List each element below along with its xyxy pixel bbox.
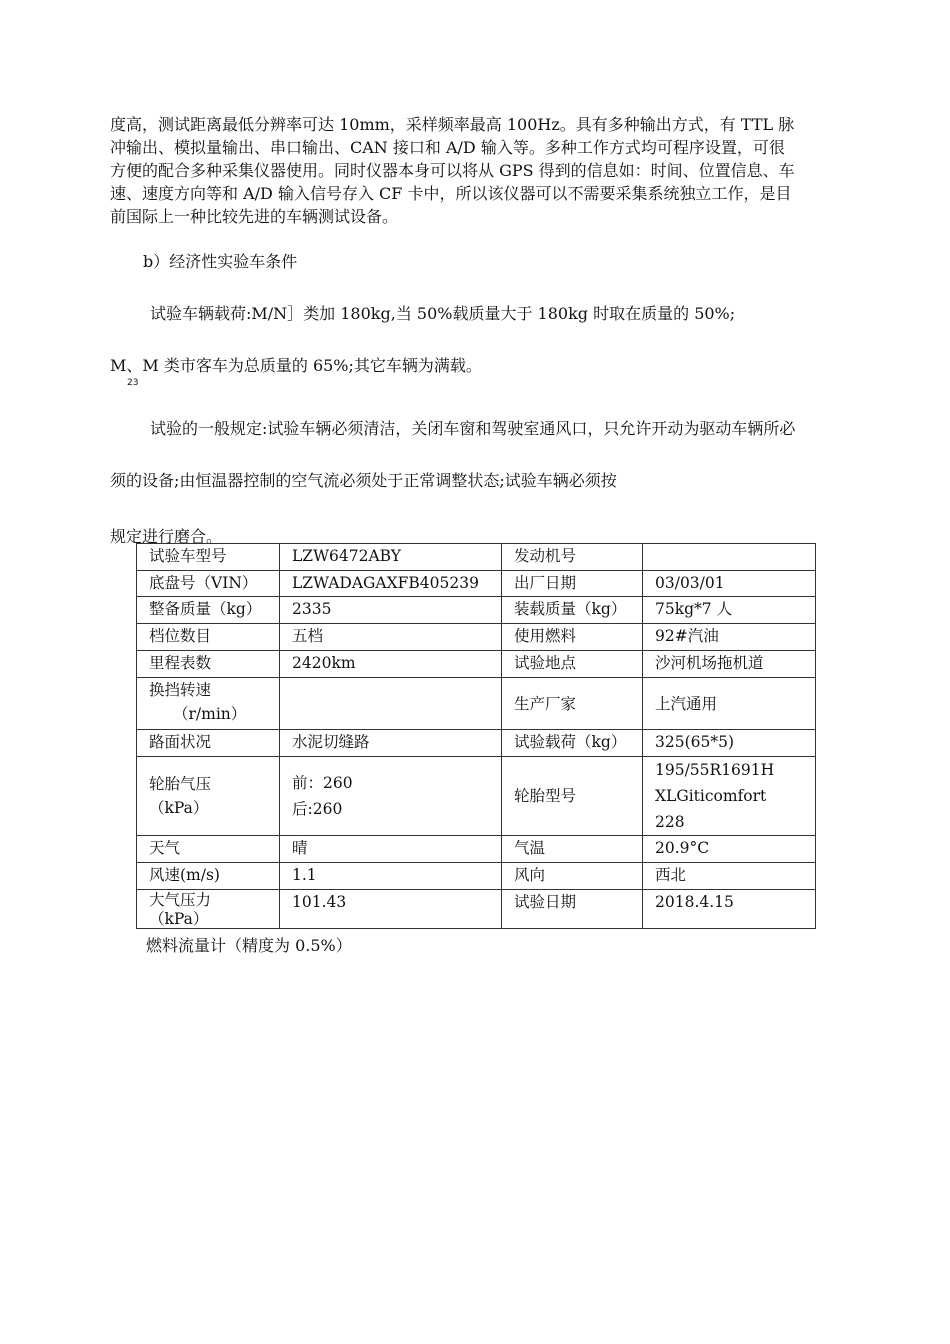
rules-line: 规定进行磨合。: [110, 527, 223, 546]
paragraph-line: 方便的配合多种采集仪器使用。同时仪器本身可以将从 GPS 得到的信息如：时间、位置信息、车: [110, 161, 795, 180]
table-cell: 天气: [137, 836, 280, 863]
table-cell: 2018.4.15: [643, 890, 816, 929]
footnote-number: 23: [127, 378, 139, 388]
table-cell: 03/03/01: [643, 571, 816, 597]
table-cell: [280, 757, 502, 836]
table-row: [137, 757, 816, 836]
cell-text: （kPa）: [149, 799, 209, 817]
table-cell: 92#汽油: [643, 624, 816, 651]
table-cell: 试验地点: [502, 651, 643, 678]
table-cell: 路面状况: [137, 730, 280, 757]
table-cell: 轮胎型号: [502, 757, 643, 836]
section-heading-b: b）经济性实验车条件: [143, 252, 298, 271]
table-cell: 整备质量（kg）: [137, 597, 280, 624]
paragraph-line: 度高，测试距离最低分辨率可达 10mm，采样频率最高 100Hz。具有多种输出方式，有 TTL 脉: [110, 115, 795, 134]
table-cell: 使用燃料: [502, 624, 643, 651]
cell-text: 后:260: [292, 800, 343, 818]
table-cell: 上汽通用: [643, 678, 816, 730]
table-cell: 里程表数: [137, 651, 280, 678]
table-row: [137, 836, 816, 863]
table-row: [137, 890, 816, 929]
table-cell: 1.1: [280, 863, 502, 890]
table-cell: 沙河机场拖机道: [643, 651, 816, 678]
table-cell: 试验载荷（kg）: [502, 730, 643, 757]
paragraph-line: 冲输出、模拟量输出、串口输出、CAN 接口和 A/D 输入等。多种工作方式均可程序设置，可很: [110, 138, 785, 157]
table-cell: 水泥切缝路: [280, 730, 502, 757]
table-cell: 气温: [502, 836, 643, 863]
table-cell: 2335: [280, 597, 502, 624]
table-row: [137, 544, 816, 571]
table-row: [137, 678, 816, 730]
table-row: [137, 651, 816, 678]
table-cell: 出厂日期: [502, 571, 643, 597]
cell-text: 换挡转速: [149, 681, 212, 699]
table-cell: 五档: [280, 624, 502, 651]
table-cell: 325(65*5): [643, 730, 816, 757]
paragraph-line: 速、速度方向等和 A/D 输入信号存入 CF 卡中，所以该仪器可以不需要采集系统独立工作，是目: [110, 184, 792, 203]
cell-text: 195/55R1691H: [655, 761, 775, 779]
table-cell: [137, 678, 280, 730]
table-row: [137, 571, 816, 597]
table-cell: [137, 890, 280, 929]
load-condition-line: M、M 类市客车为总质量的 65%;其它车辆为满载。: [110, 356, 482, 375]
cell-text: （kPa）: [149, 910, 209, 928]
cell-text: XLGiticomfort: [655, 787, 767, 805]
rules-line: 试验的一般规定:试验车辆必须清洁，关闭车窗和驾驶室通风口，只允许开动为驱动车辆所必: [150, 419, 796, 438]
table-row: [137, 863, 816, 890]
test-vehicle-table: [136, 543, 816, 929]
table-cell: LZW6472ABY: [280, 544, 502, 571]
table-cell: 底盘号（VIN）: [137, 571, 280, 597]
table-cell: LZWADAGAXFB405239: [280, 571, 502, 597]
table-row: [137, 624, 816, 651]
table-cell: [280, 678, 502, 730]
rules-line: 须的设备;由恒温器控制的空气流必须处于正常调整状态;试验车辆必须按: [110, 471, 617, 490]
paragraph-line: 前国际上一种比较先进的车辆测试设备。: [110, 207, 399, 226]
flowmeter-caption: 燃料流量计（精度为 0.5%）: [146, 936, 352, 955]
table-cell: 75kg*7 人: [643, 597, 816, 624]
table-cell: 晴: [280, 836, 502, 863]
cell-text: 大气压力: [149, 891, 212, 909]
table-row: [137, 597, 816, 624]
table-cell: 风向: [502, 863, 643, 890]
table-cell: [137, 757, 280, 836]
table-cell: 生产厂家: [502, 678, 643, 730]
cell-text: （r/min）: [173, 705, 247, 723]
table-cell: 101.43: [280, 890, 502, 929]
cell-text: 轮胎气压: [149, 775, 212, 793]
load-condition-line: 试验车辆载荷:M/N］类加 180kg,当 50%载质量大于 180kg 时取在质量的 50%;: [150, 304, 736, 323]
table-cell: 风速(m/s): [137, 863, 280, 890]
table-cell: 装载质量（kg）: [502, 597, 643, 624]
table-cell: 20.9°C: [643, 836, 816, 863]
table-cell: 试验车型号: [137, 544, 280, 571]
cell-text: 228: [655, 813, 685, 831]
table-cell: 档位数目: [137, 624, 280, 651]
table-row: [137, 730, 816, 757]
table-cell: [643, 544, 816, 571]
table-cell: 试验日期: [502, 890, 643, 929]
cell-text: 前：260: [292, 774, 353, 792]
table-cell: 2420km: [280, 651, 502, 678]
table-cell: [643, 757, 816, 836]
table-cell: 西北: [643, 863, 816, 890]
table-cell: 发动机号: [502, 544, 643, 571]
